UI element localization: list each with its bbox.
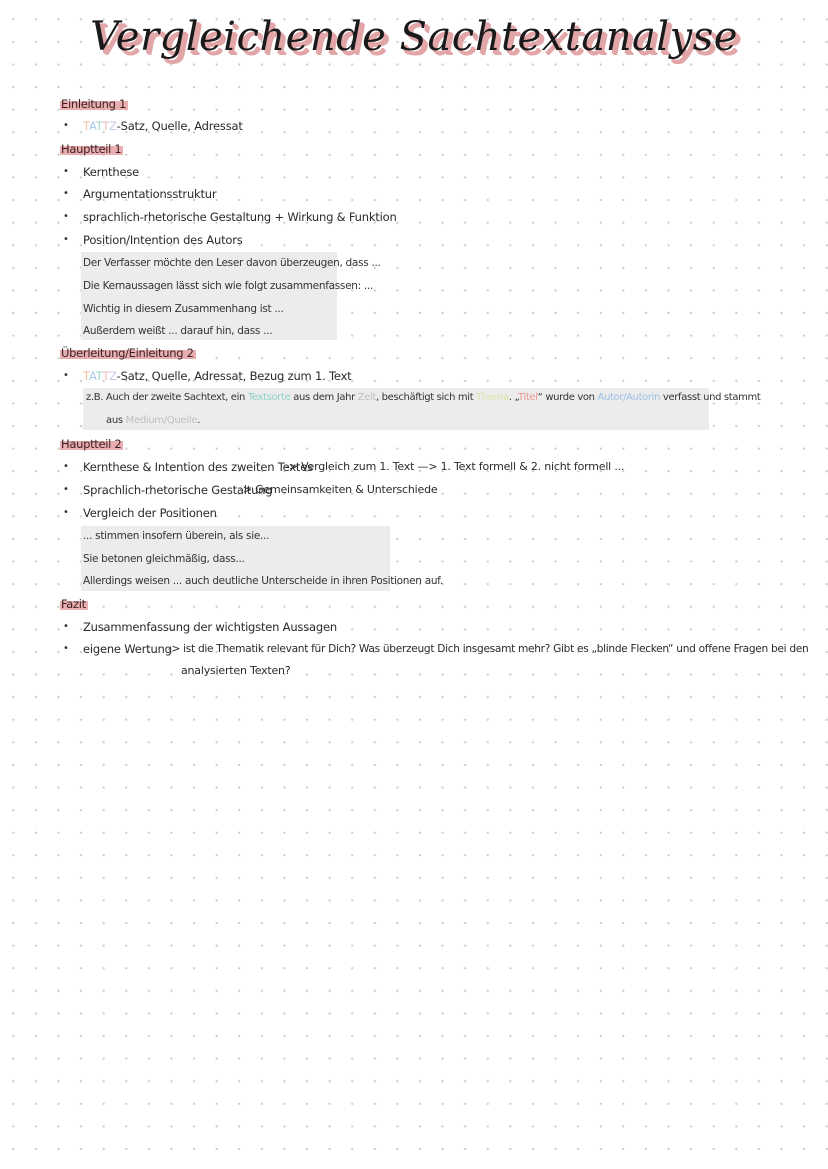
bullet-icon: •	[63, 166, 69, 177]
example-text: . „	[508, 392, 518, 403]
phrase: Der Verfasser möchte den Leser davon überzeugen, dass ...	[83, 257, 381, 269]
placeholder-thema: Thema	[476, 392, 509, 403]
bullet-icon: •	[63, 461, 69, 472]
bullet-icon: •	[63, 370, 69, 381]
tattz-letter: T	[102, 369, 110, 383]
phrase: ... stimmen insofern überein, als sie...	[83, 530, 270, 542]
placeholder-autor: Autor/Autorin	[597, 392, 661, 403]
heading-hauptteil-2: Hauptteil 2	[61, 437, 122, 451]
tattz-letter: Z	[109, 369, 117, 383]
tattz-letter: Z	[109, 119, 117, 133]
tattz-letter: T	[83, 119, 89, 133]
example-text: .	[197, 415, 201, 426]
bullet-icon: •	[63, 621, 69, 632]
example-text: verfasst und stammt	[660, 392, 761, 403]
tattz-letter: T	[102, 119, 110, 133]
placeholder-zeit: Zeit	[357, 392, 377, 403]
list-item-position: Position/Intention des Autors	[83, 233, 243, 247]
phrase: Sie betonen gleichmäßig, dass...	[83, 553, 245, 565]
page-title: Vergleichende Sachtextanalyse	[90, 14, 738, 60]
list-item-note: -> Vergleich zum 1. Text —> 1. Text formell & 2. nicht formell ...	[285, 460, 625, 473]
placeholder-textsorte: Textsorte	[247, 392, 291, 403]
tattz-letter: T	[95, 369, 103, 383]
list-item-eigene-wertung: eigene Wertung	[83, 642, 172, 656]
bullet-icon: •	[63, 211, 69, 222]
placeholder-titel: Titel	[517, 392, 538, 403]
item-text: -Satz, Quelle, Adressat	[116, 119, 243, 133]
bullet-icon: •	[63, 484, 69, 495]
bullet-icon: •	[63, 507, 69, 518]
bullet-icon: •	[63, 188, 69, 199]
list-item-tattz-satz-2	[83, 368, 351, 384]
bullet-icon: •	[63, 234, 69, 245]
example-text: , beschäftigt sich mit	[376, 392, 477, 403]
tattz-letter: A	[88, 369, 96, 383]
bullet-icon: •	[63, 120, 69, 131]
phrase: Allerdings weisen ... auch deutliche Unterscheide in ihren Positionen auf.	[83, 575, 443, 587]
list-item-note-continued: analysierten Texten?	[181, 664, 291, 677]
list-item-gestaltung-2: Sprachlich-rhetorische Gestaltung	[83, 483, 273, 497]
tattz-letter: T	[95, 119, 103, 133]
example-text: aus	[106, 415, 126, 426]
example-sentence-line-1	[86, 390, 761, 406]
example-text: “ wurde von	[537, 392, 598, 403]
item-text: -Satz, Quelle, Adressat, Bezug zum 1. Text	[116, 369, 352, 383]
heading-fazit: Fazit	[61, 597, 86, 611]
list-item-argumentationsstruktur: Argumentationsstruktur	[83, 187, 217, 201]
list-item-note: -> ist die Thematik relevant für Dich? Was überzeugt Dich insgesamt mehr? Gibt es „blinde Flecken“ und offene Fragen bei den	[168, 643, 809, 655]
tattz-letter: T	[83, 369, 89, 383]
heading-hauptteil-1: Hauptteil 1	[61, 142, 122, 156]
bullet-icon: •	[63, 643, 69, 654]
placeholder-medium: Medium/Quelle	[125, 415, 198, 426]
phrase: Außerdem weißt ... darauf hin, dass ...	[83, 325, 273, 337]
example-text: aus dem Jahr	[290, 392, 358, 403]
list-item-kernthese-2: Kernthese & Intention des zweiten Textes	[83, 460, 313, 474]
list-item-kernthese: Kernthese	[83, 165, 139, 179]
phrase: Die Kernaussagen lässt sich wie folgt zusammenfassen: ...	[83, 280, 373, 292]
list-item-gestaltung: sprachlich-rhetorische Gestaltung + Wirkung & Funktion	[83, 210, 397, 224]
list-item-note: -> Gemeinsamkeiten & Unterschiede	[239, 483, 438, 496]
example-sentence-line-2	[106, 413, 200, 429]
phrase: Wichtig in diesem Zusammenhang ist ...	[83, 303, 284, 315]
list-item-zusammenfassung: Zusammenfassung der wichtigsten Aussagen	[83, 620, 337, 634]
list-item-tattz-satz	[83, 118, 243, 134]
list-item-vergleich: Vergleich der Positionen	[83, 506, 217, 520]
heading-einleitung-2: Überleitung/Einleitung 2	[61, 346, 194, 360]
heading-einleitung-1: Einleitung 1	[61, 97, 126, 111]
tattz-letter: A	[88, 119, 96, 133]
example-text: z.B. Auch der zweite Sachtext, ein	[86, 392, 248, 403]
